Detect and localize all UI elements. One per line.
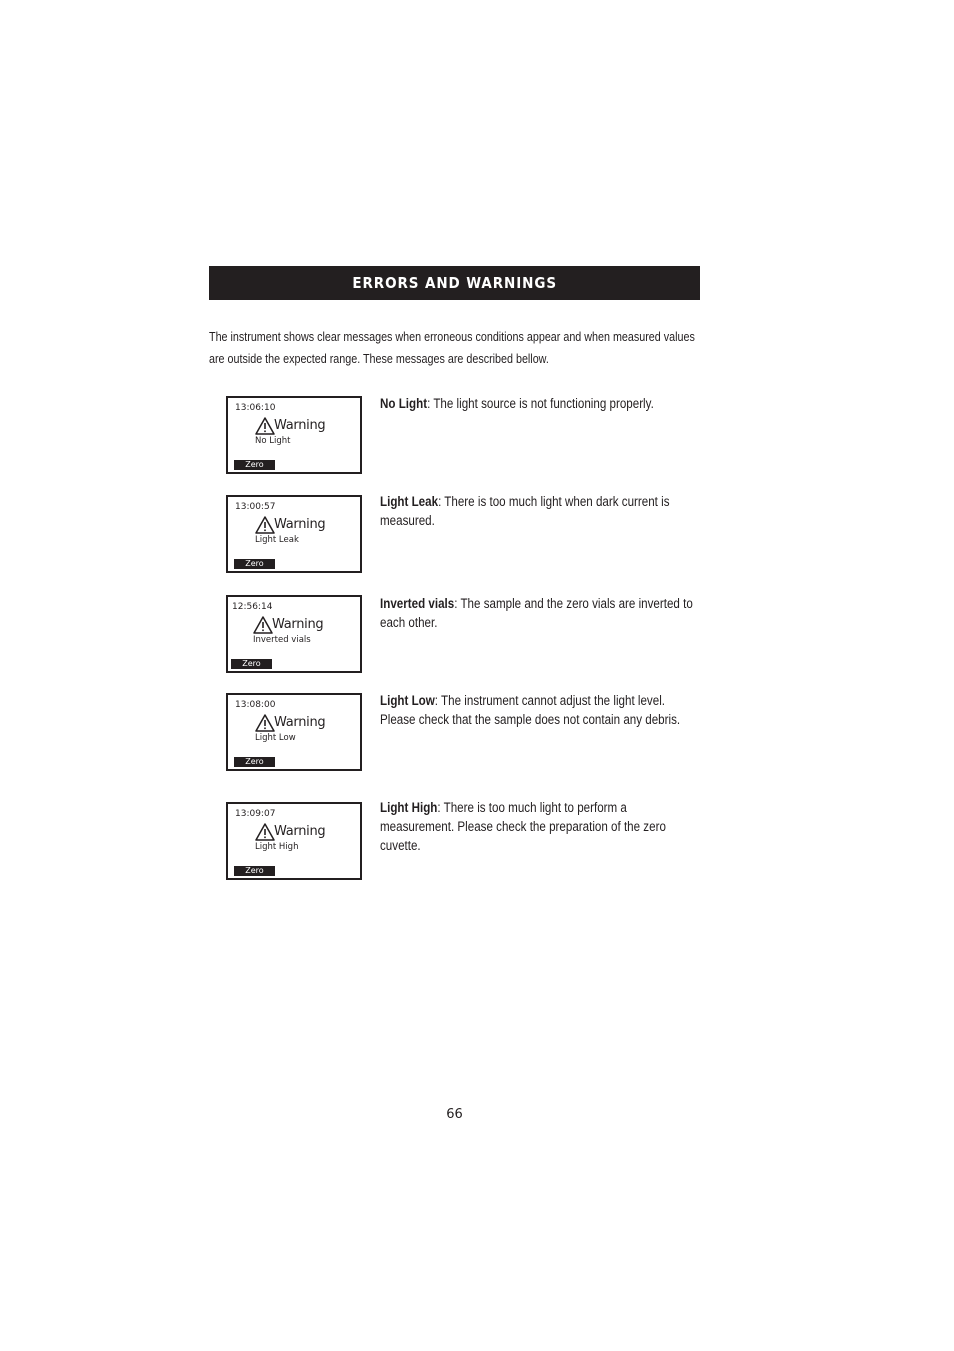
lcd-warning-title: Warning	[274, 715, 326, 730]
lcd-time: 13:00:57	[235, 502, 276, 512]
description-text: : The sample and the zero vials are inverted to each other.	[380, 596, 693, 630]
section-title: ERRORS AND WARNINGS	[352, 274, 557, 292]
zero-button: Zero	[234, 757, 275, 767]
warning-icon	[255, 516, 275, 534]
lcd-screen-inverted-vials	[226, 595, 362, 673]
description-term: No Light	[380, 396, 428, 411]
warning-icon	[253, 616, 273, 634]
description-no-light	[380, 394, 700, 413]
warning-icon	[255, 823, 275, 841]
description-term: Inverted vials	[380, 596, 455, 611]
zero-button: Zero	[231, 659, 272, 669]
lcd-warning-title: Warning	[272, 617, 324, 632]
warning-icon	[255, 714, 275, 732]
description-text: : There is too much light to perform a measurement. Please check the preparation of the zero cuvette.	[380, 800, 666, 853]
lcd-time: 13:09:07	[235, 809, 276, 819]
description-light-high	[380, 798, 700, 855]
zero-button: Zero	[234, 866, 275, 876]
intro-paragraph: The instrument shows clear messages when erroneous conditions appear and when measured values are outside the expected range. These messages are described bellow.	[209, 330, 695, 366]
description-text: : The light source is not functioning properly.	[427, 396, 654, 411]
lcd-warning-title: Warning	[274, 418, 326, 433]
lcd-warning-message: Light Low	[255, 733, 296, 743]
description-text: : There is too much light when dark current is measured.	[380, 494, 670, 528]
lcd-screen-light-leak	[226, 495, 362, 573]
lcd-warning-title: Warning	[274, 517, 326, 532]
lcd-warning-message: Light Leak	[255, 535, 299, 545]
lcd-screen-light-low	[226, 693, 362, 771]
lcd-screen-no-light	[226, 396, 362, 474]
zero-button: Zero	[234, 460, 275, 470]
lcd-warning-message: Inverted vials	[253, 635, 311, 645]
description-text: : The instrument cannot adjust the light level. Please check that the sample does not contain any debris.	[380, 693, 681, 727]
description-term: Light Leak	[380, 494, 439, 509]
description-term: Light High	[380, 800, 438, 815]
section-header	[209, 266, 700, 300]
lcd-time: 12:56:14	[232, 602, 273, 612]
lcd-time: 13:08:00	[235, 700, 276, 710]
lcd-warning-message: No Light	[255, 436, 291, 446]
lcd-screen-light-high	[226, 802, 362, 880]
page-number: 66	[446, 1107, 463, 1122]
lcd-warning-message: Light High	[255, 842, 299, 852]
description-light-low	[380, 691, 700, 729]
zero-button: Zero	[234, 559, 275, 569]
description-inverted-vials	[380, 594, 700, 632]
lcd-time: 13:06:10	[235, 403, 276, 413]
description-light-leak	[380, 492, 700, 530]
warning-icon	[255, 417, 275, 435]
description-term: Light Low	[380, 693, 435, 708]
lcd-warning-title: Warning	[274, 824, 326, 839]
